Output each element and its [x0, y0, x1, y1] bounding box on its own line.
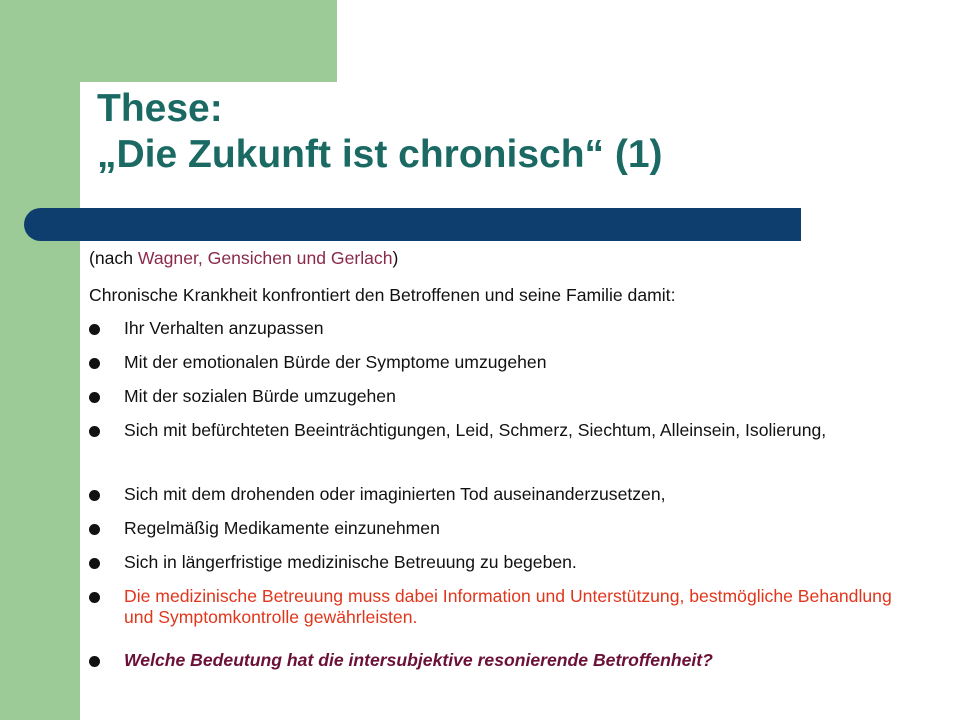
- green-accent-left: [0, 82, 80, 720]
- title-divider-bar: [24, 208, 801, 241]
- list-item-text: Sich in längerfristige medizinische Betreuung zu begeben.: [124, 552, 577, 572]
- list-item-text: Mit der emotionalen Bürde der Symptome umzugehen: [124, 352, 547, 372]
- slide-title: [97, 86, 663, 178]
- bullet-dot-icon: [89, 490, 100, 501]
- source-close: ): [392, 248, 399, 268]
- bullet-dot-icon: [89, 358, 100, 369]
- list-item-text: Mit der sozialen Bürde umzugehen: [124, 386, 396, 406]
- source-line: [89, 248, 398, 269]
- list-item-question: Welche Bedeutung hat die intersubjektive resonierende Betroffenheit?: [124, 650, 713, 670]
- title-line-1: These:: [97, 87, 223, 130]
- bullet-dot-icon: [89, 592, 100, 603]
- source-authors: Wagner, Gensichen und Gerlach: [137, 248, 393, 268]
- list-item-text-highlight: Die medizinische Betreuung muss dabei Information und Unterstützung, bestmögliche Behandlung und Symptomkontrolle gewährleisten.: [124, 586, 892, 627]
- list-item-text: Sich mit befürchteten Beeinträchtigungen, Leid, Schmerz, Siechtum, Alleinsein, Isolierung,: [124, 420, 827, 440]
- bullet-dot-icon: [89, 392, 100, 403]
- green-accent-top: [0, 0, 337, 82]
- bullet-dot-icon: [89, 426, 100, 437]
- bullet-dot-icon: [89, 656, 100, 667]
- list-item-text: Regelmäßig Medikamente einzunehmen: [124, 518, 440, 538]
- list-item-text: Sich mit dem drohenden oder imaginierten Tod auseinanderzusetzen,: [124, 484, 666, 504]
- list-item-text: Ihr Verhalten anzupassen: [124, 318, 324, 338]
- bullet-dot-icon: [89, 558, 100, 569]
- title-line-2: „Die Zukunft ist chronisch“ (1): [97, 133, 663, 176]
- bullet-dot-icon: [89, 324, 100, 335]
- intro-text: Chronische Krankheit konfrontiert den Betroffenen und seine Familie damit:: [89, 285, 676, 305]
- bullet-dot-icon: [89, 524, 100, 535]
- source-open: (nach: [89, 248, 138, 268]
